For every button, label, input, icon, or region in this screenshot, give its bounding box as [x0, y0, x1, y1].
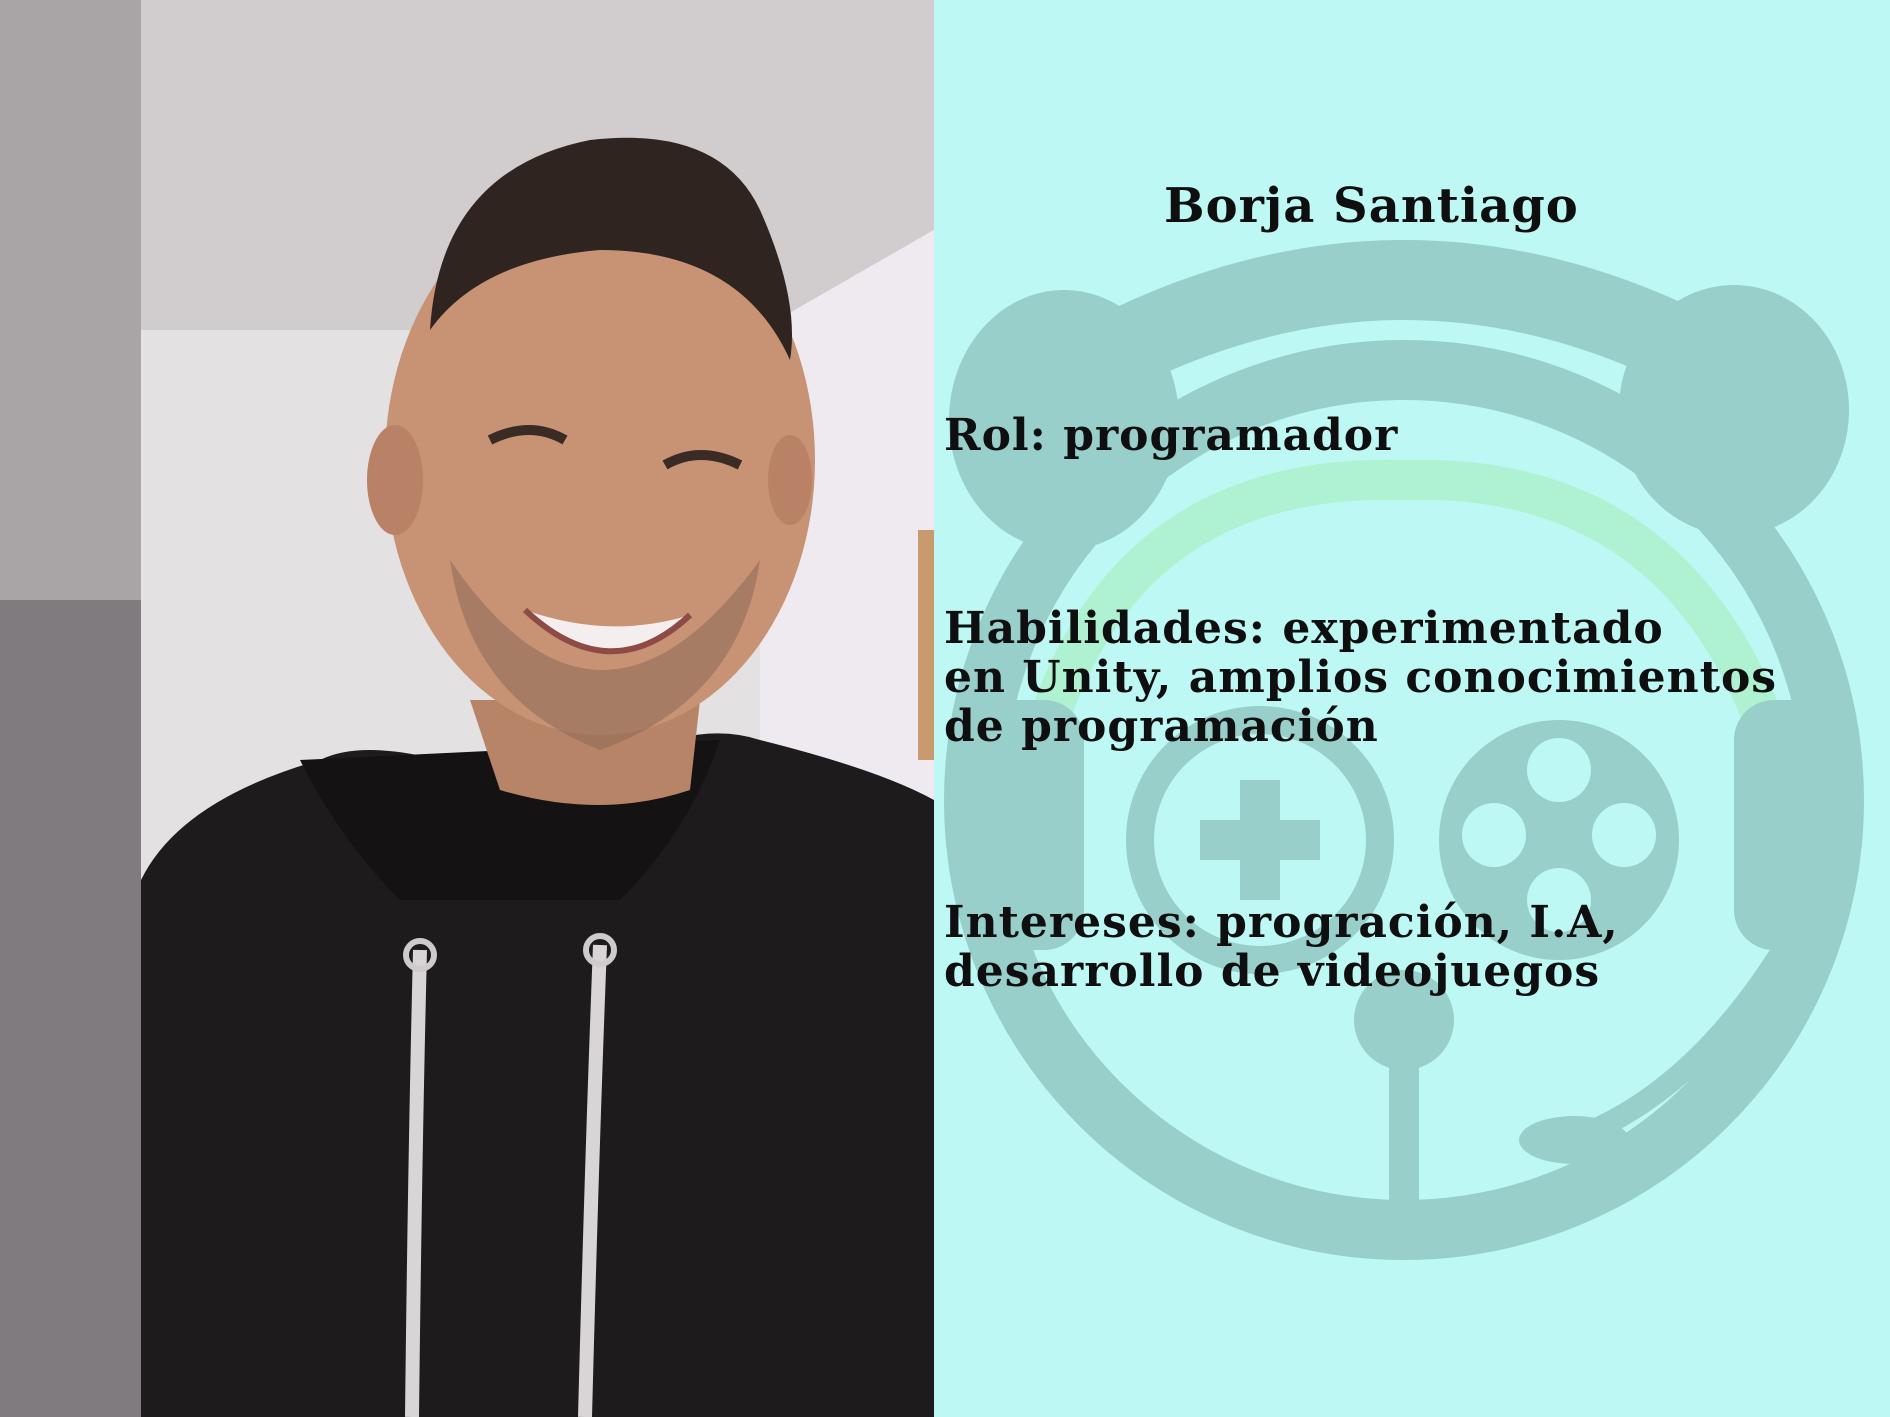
profile-photo: [0, 0, 934, 1417]
person-name: Borja Santiago: [1164, 178, 1579, 234]
info-panel: [934, 0, 1890, 1417]
skills-line-2: en Unity, amplios conocimientos: [944, 652, 1778, 703]
skills-text: [944, 604, 1777, 751]
person-photo-icon: [0, 0, 934, 1417]
interests-line-1: Intereses: progración, I.A,: [944, 897, 1619, 948]
skills-line-1: Habilidades: experimentado: [944, 603, 1664, 654]
interests-line-2: desarrollo de videojuegos: [944, 946, 1601, 997]
role-text: Rol: programador: [944, 410, 1399, 461]
skills-line-3: de programación: [944, 701, 1379, 752]
interests-text: [944, 898, 1619, 996]
